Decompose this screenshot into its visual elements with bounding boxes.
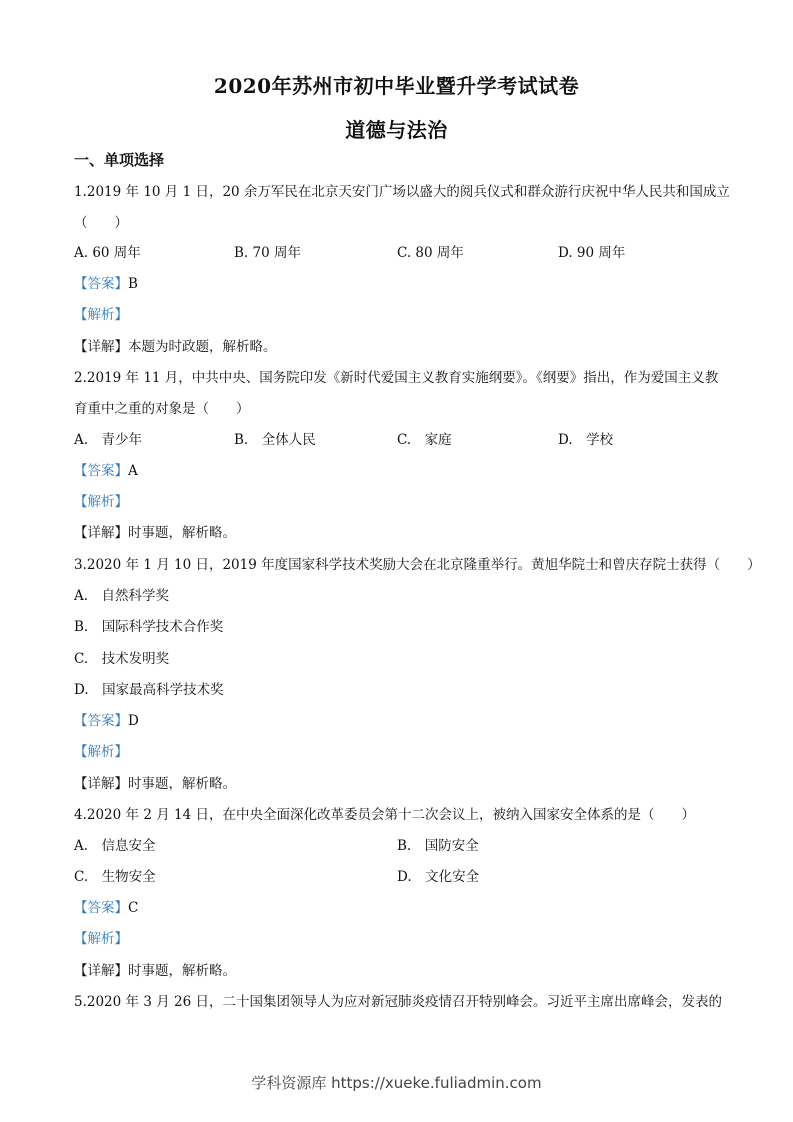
detail-text: 时事题，解析略。: [128, 963, 236, 979]
question-3-stem-line1: 3.2020 年 1 月 10 日，2019 年度国家科学技术奖励大会在北京隆重举行。黄旭华院士和曾庆存院士获得（ ）: [74, 557, 761, 573]
question-4-detail: [74, 961, 723, 981]
question-2-stem-line2: 育重中之重的对象是（ ）: [74, 401, 250, 417]
analysis-tag: 【解析】: [74, 307, 128, 323]
question-3-analysis: [74, 742, 723, 762]
detail-text: 时事题，解析略。: [128, 776, 236, 792]
question-5-stem-line1: 5.2020 年 3 月 26 日，二十国集团领导人为应对新冠肺炎疫情召开特别峰会。习近平主席出席峰会，发表的: [74, 994, 722, 1010]
question-4-option-d: D. 文化安全: [397, 869, 480, 885]
section-title: 一、单项选择: [74, 151, 165, 169]
question-2-option-c: C. 家庭: [397, 432, 452, 448]
page-title: 2020年苏州市初中毕业暨升学考试试卷: [213, 74, 580, 98]
answer-value: B: [128, 276, 138, 292]
question-3-option-d: D. 国家最高科学技术奖: [74, 682, 224, 698]
answer-tag: 【答案】: [74, 900, 128, 916]
question-2-option-b: B. 全体人民: [234, 432, 316, 448]
analysis-tag: 【解析】: [74, 494, 128, 510]
detail-tag: 【详解】: [74, 776, 128, 792]
question-2-detail: [74, 523, 723, 543]
answer-value: A: [128, 463, 138, 479]
question-1-option-c: C. 80 周年: [397, 245, 464, 261]
question-2-stem-line1: 2.2019 年 11 月，中共中央、国务院印发《新时代爱国主义教育实施纲要》。《纲要》指出，作为爱国主义教: [74, 370, 719, 386]
question-1-stem-line2: （ ）: [74, 215, 128, 231]
question-4-option-a: A. 信息安全: [74, 838, 156, 854]
question-1-option-d: D. 90 周年: [558, 245, 626, 261]
question-2-option-d: D. 学校: [558, 432, 614, 448]
question-3-answer: [74, 711, 723, 731]
question-1-option-a: A. 60 周年: [74, 245, 141, 261]
footer-watermark: 学科资源库 https://xueke.fuliadmin.com: [251, 1074, 542, 1092]
answer-value: D: [128, 713, 139, 729]
answer-tag: 【答案】: [74, 276, 128, 292]
question-1-detail: [74, 337, 723, 357]
question-4-option-b: B. 国防安全: [397, 838, 479, 854]
question-4-stem-line1: 4.2020 年 2 月 14 日，在中央全面深化改革委员会第十二次会议上，被纳入国家安全体系的是（ ）: [74, 807, 695, 823]
question-3-option-c: C. 技术发明奖: [74, 651, 170, 667]
question-4-option-c: C. 生物安全: [74, 869, 156, 885]
question-3-option-a: A. 自然科学奖: [74, 588, 170, 604]
page-subtitle: 道德与法治: [345, 118, 448, 142]
question-1-stem-line1: 1.2019 年 10 月 1 日，20 余万军民在北京天安门广场以盛大的阅兵仪式和群众游行庆祝中华人民共和国成立: [74, 184, 730, 200]
analysis-tag: 【解析】: [74, 931, 128, 947]
question-1-option-b: B. 70 周年: [234, 245, 301, 261]
detail-tag: 【详解】: [74, 525, 128, 541]
detail-tag: 【详解】: [74, 339, 128, 355]
question-3-detail: [74, 774, 723, 794]
detail-text: 本题为时政题，解析略。: [128, 339, 277, 355]
detail-tag: 【详解】: [74, 963, 128, 979]
detail-text: 时事题，解析略。: [128, 525, 236, 541]
question-4-analysis: [74, 929, 723, 949]
question-2-answer: [74, 461, 723, 481]
question-3-option-b: B. 国际科学技术合作奖: [74, 619, 224, 635]
answer-tag: 【答案】: [74, 713, 128, 729]
question-1-answer: [74, 274, 723, 294]
question-2-option-a: A. 青少年: [74, 432, 143, 448]
answer-tag: 【答案】: [74, 463, 128, 479]
answer-value: C: [128, 900, 139, 916]
analysis-tag: 【解析】: [74, 744, 128, 760]
question-4-answer: [74, 898, 723, 918]
question-1-analysis: [74, 305, 723, 325]
question-2-analysis: [74, 492, 723, 512]
